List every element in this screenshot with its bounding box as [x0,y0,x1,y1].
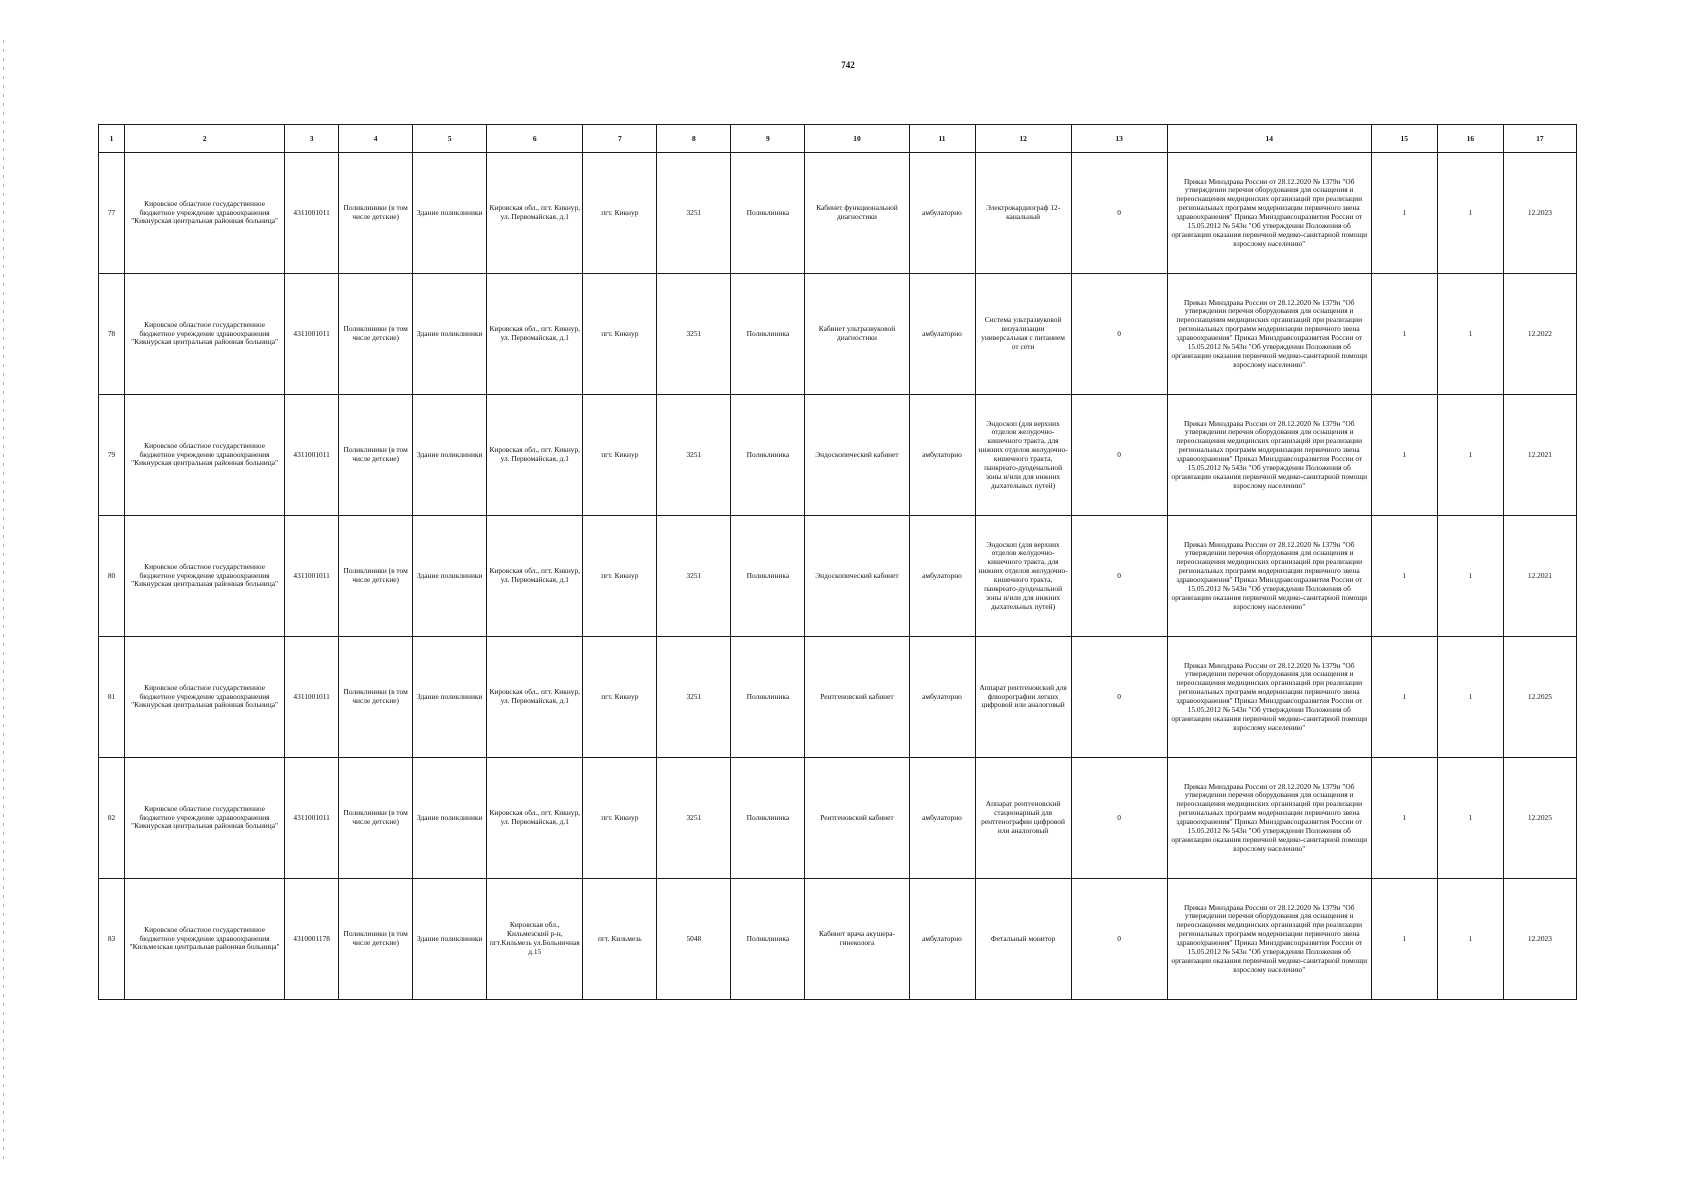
column-header: 3 [285,125,339,153]
table-cell-col-11: амбулаторно [909,758,975,879]
table-cell-col-16: 1 [1437,153,1503,274]
table-cell-col-8: 3251 [657,395,731,516]
table-cell-col-13: 0 [1071,516,1167,637]
table-cell-col-4: Поликлиники (в том числе детские) [339,879,413,1000]
table-cell-col-7: пгт. Кикнур [583,274,657,395]
table-cell-col-1: 77 [99,153,125,274]
table-cell-col-10: Рентгеновский кабинет [805,758,909,879]
table-cell-col-7: пгт. Кикнур [583,758,657,879]
table-cell-col-3: 4311001011 [285,516,339,637]
column-header: 1 [99,125,125,153]
table-cell-col-2: Кировское областное государственное бюджетное учреждение здравоохранения "Кикнурская центральная районная больница" [125,153,285,274]
table-cell-col-10: Эндоскопический кабинет [805,516,909,637]
table-cell-col-6: Кировская обл., Кильмезский р-н, пгт.Кильмезь ул.Больничная д.15 [487,879,583,1000]
table-cell-col-15: 1 [1371,637,1437,758]
table-cell-col-2: Кировское областное государственное бюджетное учреждение здравоохранения "Кикнурская центральная районная больница" [125,395,285,516]
equipment-table-container [98,124,1577,1000]
table-cell-col-5: Здание поликлиники [413,637,487,758]
table-cell-col-5: Здание поликлиники [413,395,487,516]
table-cell-col-11: амбулаторно [909,516,975,637]
column-header: 14 [1167,125,1371,153]
table-cell-col-4: Поликлиники (в том числе детские) [339,516,413,637]
table-cell-col-11: амбулаторно [909,395,975,516]
page-number: 742 [841,60,855,70]
table-cell-col-1: 81 [99,637,125,758]
table-cell-col-14: Приказ Минздрава России от 28.12.2020 № 1379н "Об утверждении перечня оборудования для оснащения и переоснащения медицинских организаций при реализации региональных программ модернизации первичного звена здравоохранения" Приказ Минздравсоцразвития России от 15.05.2012 № 543н "Об утверждении Положения об организации оказания первичной медико-санитарной помощи взрослому населению" [1167,395,1371,516]
table-cell-col-14: Приказ Минздрава России от 28.12.2020 № 1379н "Об утверждении перечня оборудования для оснащения и переоснащения медицинских организаций при реализации региональных программ модернизации первичного звена здравоохранения" Приказ Минздравсоцразвития России от 15.05.2012 № 543н "Об утверждении Положения об организации оказания первичной медико-санитарной помощи взрослому населению" [1167,153,1371,274]
column-header: 13 [1071,125,1167,153]
table-cell-col-2: Кировское областное государственное бюджетное учреждение здравоохранения "Кикнурская центральная районная больница" [125,758,285,879]
table-cell-col-13: 0 [1071,153,1167,274]
table-cell-col-16: 1 [1437,879,1503,1000]
table-cell-col-1: 78 [99,274,125,395]
column-header: 11 [909,125,975,153]
table-cell-col-8: 3251 [657,637,731,758]
table-cell-col-9: Поликлиника [731,879,805,1000]
table-cell-col-15: 1 [1371,274,1437,395]
column-header: 9 [731,125,805,153]
column-header: 15 [1371,125,1437,153]
table-cell-col-10: Рентгеновский кабинет [805,637,909,758]
table-cell-col-3: 4311001011 [285,758,339,879]
column-header: 7 [583,125,657,153]
table-cell-col-12: Аппарат рентгеновский для флюорографии легких цифровой или аналоговый [975,637,1071,758]
table-cell-col-5: Здание поликлиники [413,516,487,637]
column-header: 8 [657,125,731,153]
table-cell-col-6: Кировская обл., пгт. Кикнур, ул. Первомайская, д.1 [487,516,583,637]
table-cell-col-6: Кировская обл., пгт. Кикнур, ул. Первомайская, д.1 [487,758,583,879]
table-cell-col-8: 3251 [657,516,731,637]
table-cell-col-2: Кировское областное государственное бюджетное учреждение здравоохранения "Кикнурская центральная районная больница" [125,637,285,758]
table-header-row [99,125,1577,153]
table-cell-col-16: 1 [1437,274,1503,395]
table-cell-col-15: 1 [1371,153,1437,274]
table-cell-col-8: 3251 [657,153,731,274]
table-cell-col-3: 4311001011 [285,395,339,516]
table-cell-col-4: Поликлиники (в том числе детские) [339,395,413,516]
table-cell-col-17: 12.2025 [1503,637,1576,758]
table-row [99,395,1577,516]
table-cell-col-12: Электрокардиограф 12-канальный [975,153,1071,274]
table-row [99,758,1577,879]
table-cell-col-11: амбулаторно [909,879,975,1000]
table-cell-col-7: пгт. Кильмезь [583,879,657,1000]
column-header: 16 [1437,125,1503,153]
table-cell-col-9: Поликлиника [731,274,805,395]
table-cell-col-15: 1 [1371,516,1437,637]
table-row [99,516,1577,637]
column-header: 2 [125,125,285,153]
table-row [99,637,1577,758]
table-cell-col-12: Фетальный монитор [975,879,1071,1000]
table-cell-col-13: 0 [1071,879,1167,1000]
table-cell-col-7: пгт. Кикнур [583,395,657,516]
table-cell-col-12: Аппарат рентгеновский стационарный для рентгенографии цифровой или аналоговый [975,758,1071,879]
table-cell-col-10: Эндоскопический кабинет [805,395,909,516]
table-cell-col-3: 4310001178 [285,879,339,1000]
table-cell-col-9: Поликлиника [731,153,805,274]
table-cell-col-4: Поликлиники (в том числе детские) [339,274,413,395]
table-row [99,153,1577,274]
table-cell-col-8: 3251 [657,758,731,879]
table-cell-col-7: пгт. Кикнур [583,516,657,637]
column-header: 6 [487,125,583,153]
equipment-table [98,124,1577,1000]
table-cell-col-13: 0 [1071,395,1167,516]
column-header: 5 [413,125,487,153]
table-cell-col-6: Кировская обл., пгт. Кикнур, ул. Первомайская, д.1 [487,153,583,274]
table-cell-col-17: 12.2025 [1503,758,1576,879]
table-cell-col-4: Поликлиники (в том числе детские) [339,758,413,879]
table-cell-col-14: Приказ Минздрава России от 28.12.2020 № 1379н "Об утверждении перечня оборудования для оснащения и переоснащения медицинских организаций при реализации региональных программ модернизации первичного звена здравоохранения" Приказ Минздравсоцразвития России от 15.05.2012 № 543н "Об утверждении Положения об организации оказания первичной медико-санитарной помощи взрослому населению" [1167,637,1371,758]
table-cell-col-16: 1 [1437,516,1503,637]
table-cell-col-3: 4311001011 [285,153,339,274]
table-cell-col-16: 1 [1437,637,1503,758]
table-cell-col-8: 5048 [657,879,731,1000]
table-cell-col-1: 80 [99,516,125,637]
table-cell-col-1: 82 [99,758,125,879]
table-cell-col-6: Кировская обл., пгт. Кикнур, ул. Первомайская, д.1 [487,637,583,758]
table-cell-col-9: Поликлиника [731,395,805,516]
table-cell-col-17: 12.2023 [1503,153,1576,274]
table-cell-col-12: Эндоскоп (для верхних отделов желудочно-кишечного тракта, для нижних отделов желудочно-кишечного тракта, панкреато-дуоденальной зоны и/или для нижних дыхательных путей) [975,516,1071,637]
table-cell-col-9: Поликлиника [731,516,805,637]
table-cell-col-2: Кировское областное государственное бюджетное учреждение здравоохранения "Кикнурская центральная районная больница" [125,274,285,395]
table-cell-col-17: 12.2021 [1503,395,1576,516]
table-cell-col-8: 3251 [657,274,731,395]
table-cell-col-15: 1 [1371,758,1437,879]
table-cell-col-1: 79 [99,395,125,516]
table-row [99,274,1577,395]
table-cell-col-12: Система ультразвуковой визуализации универсальная с питанием от сети [975,274,1071,395]
table-cell-col-2: Кировское областное государственное бюджетное учреждение здравоохранения "Кикнурская центральная районная больница" [125,516,285,637]
table-cell-col-11: амбулаторно [909,637,975,758]
table-cell-col-10: Кабинет функциональной диагностики [805,153,909,274]
table-cell-col-5: Здание поликлиники [413,274,487,395]
table-cell-col-13: 0 [1071,637,1167,758]
table-cell-col-3: 4311001011 [285,637,339,758]
table-cell-col-11: амбулаторно [909,274,975,395]
column-header: 12 [975,125,1071,153]
column-header: 4 [339,125,413,153]
table-cell-col-2: Кировское областное государственное бюджетное учреждение здравоохранения "Кильмезская центральная районная больница" [125,879,285,1000]
table-cell-col-14: Приказ Минздрава России от 28.12.2020 № 1379н "Об утверждении перечня оборудования для оснащения и переоснащения медицинских организаций при реализации региональных программ модернизации первичного звена здравоохранения" Приказ Минздравсоцразвития России от 15.05.2012 № 543н "Об утверждении Положения об организации оказания первичной медико-санитарной помощи взрослому населению" [1167,879,1371,1000]
table-cell-col-4: Поликлиники (в том числе детские) [339,637,413,758]
table-cell-col-5: Здание поликлиники [413,153,487,274]
table-cell-col-11: амбулаторно [909,153,975,274]
table-cell-col-14: Приказ Минздрава России от 28.12.2020 № 1379н "Об утверждении перечня оборудования для оснащения и переоснащения медицинских организаций при реализации региональных программ модернизации первичного звена здравоохранения" Приказ Минздравсоцразвития России от 15.05.2012 № 543н "Об утверждении Положения об организации оказания первичной медико-санитарной помощи взрослому населению" [1167,516,1371,637]
table-cell-col-3: 4311001011 [285,274,339,395]
table-cell-col-16: 1 [1437,758,1503,879]
scan-edge-mark [3,40,4,1160]
table-cell-col-16: 1 [1437,395,1503,516]
table-cell-col-12: Эндоскоп (для верхних отделов желудочно-кишечного тракта, для нижних отделов желудочно-кишечного тракта, панкреато-дуоденальной зоны и/или для нижних дыхательных путей) [975,395,1071,516]
table-cell-col-17: 12.2022 [1503,274,1576,395]
table-cell-col-5: Здание поликлиники [413,758,487,879]
table-cell-col-14: Приказ Минздрава России от 28.12.2020 № 1379н "Об утверждении перечня оборудования для оснащения и переоснащения медицинских организаций при реализации региональных программ модернизации первичного звена здравоохранения" Приказ Минздравсоцразвития России от 15.05.2012 № 543н "Об утверждении Положения об организации оказания первичной медико-санитарной помощи взрослому населению" [1167,274,1371,395]
table-cell-col-17: 12.2021 [1503,516,1576,637]
table-cell-col-6: Кировская обл., пгт. Кикнур, ул. Первомайская, д.1 [487,395,583,516]
table-cell-col-1: 83 [99,879,125,1000]
table-cell-col-4: Поликлиники (в том числе детские) [339,153,413,274]
table-cell-col-17: 12.2023 [1503,879,1576,1000]
table-cell-col-13: 0 [1071,758,1167,879]
table-cell-col-9: Поликлиника [731,758,805,879]
table-cell-col-14: Приказ Минздрава России от 28.12.2020 № 1379н "Об утверждении перечня оборудования для оснащения и переоснащения медицинских организаций при реализации региональных программ модернизации первичного звена здравоохранения" Приказ Минздравсоцразвития России от 15.05.2012 № 543н "Об утверждении Положения об организации оказания первичной медико-санитарной помощи взрослому населению" [1167,758,1371,879]
table-cell-col-10: Кабинет ультразвуковой диагностики [805,274,909,395]
column-header: 17 [1503,125,1576,153]
table-cell-col-6: Кировская обл., пгт. Кикнур, ул. Первомайская, д.1 [487,274,583,395]
table-body [99,153,1577,1000]
table-cell-col-15: 1 [1371,395,1437,516]
table-row [99,879,1577,1000]
column-header: 10 [805,125,909,153]
table-cell-col-7: пгт. Кикнур [583,153,657,274]
table-cell-col-15: 1 [1371,879,1437,1000]
table-cell-col-5: Здание поликлиники [413,879,487,1000]
table-cell-col-7: пгт. Кикнур [583,637,657,758]
table-cell-col-13: 0 [1071,274,1167,395]
table-cell-col-9: Поликлиника [731,637,805,758]
table-cell-col-10: Кабинет врача акушера-гинеколога [805,879,909,1000]
